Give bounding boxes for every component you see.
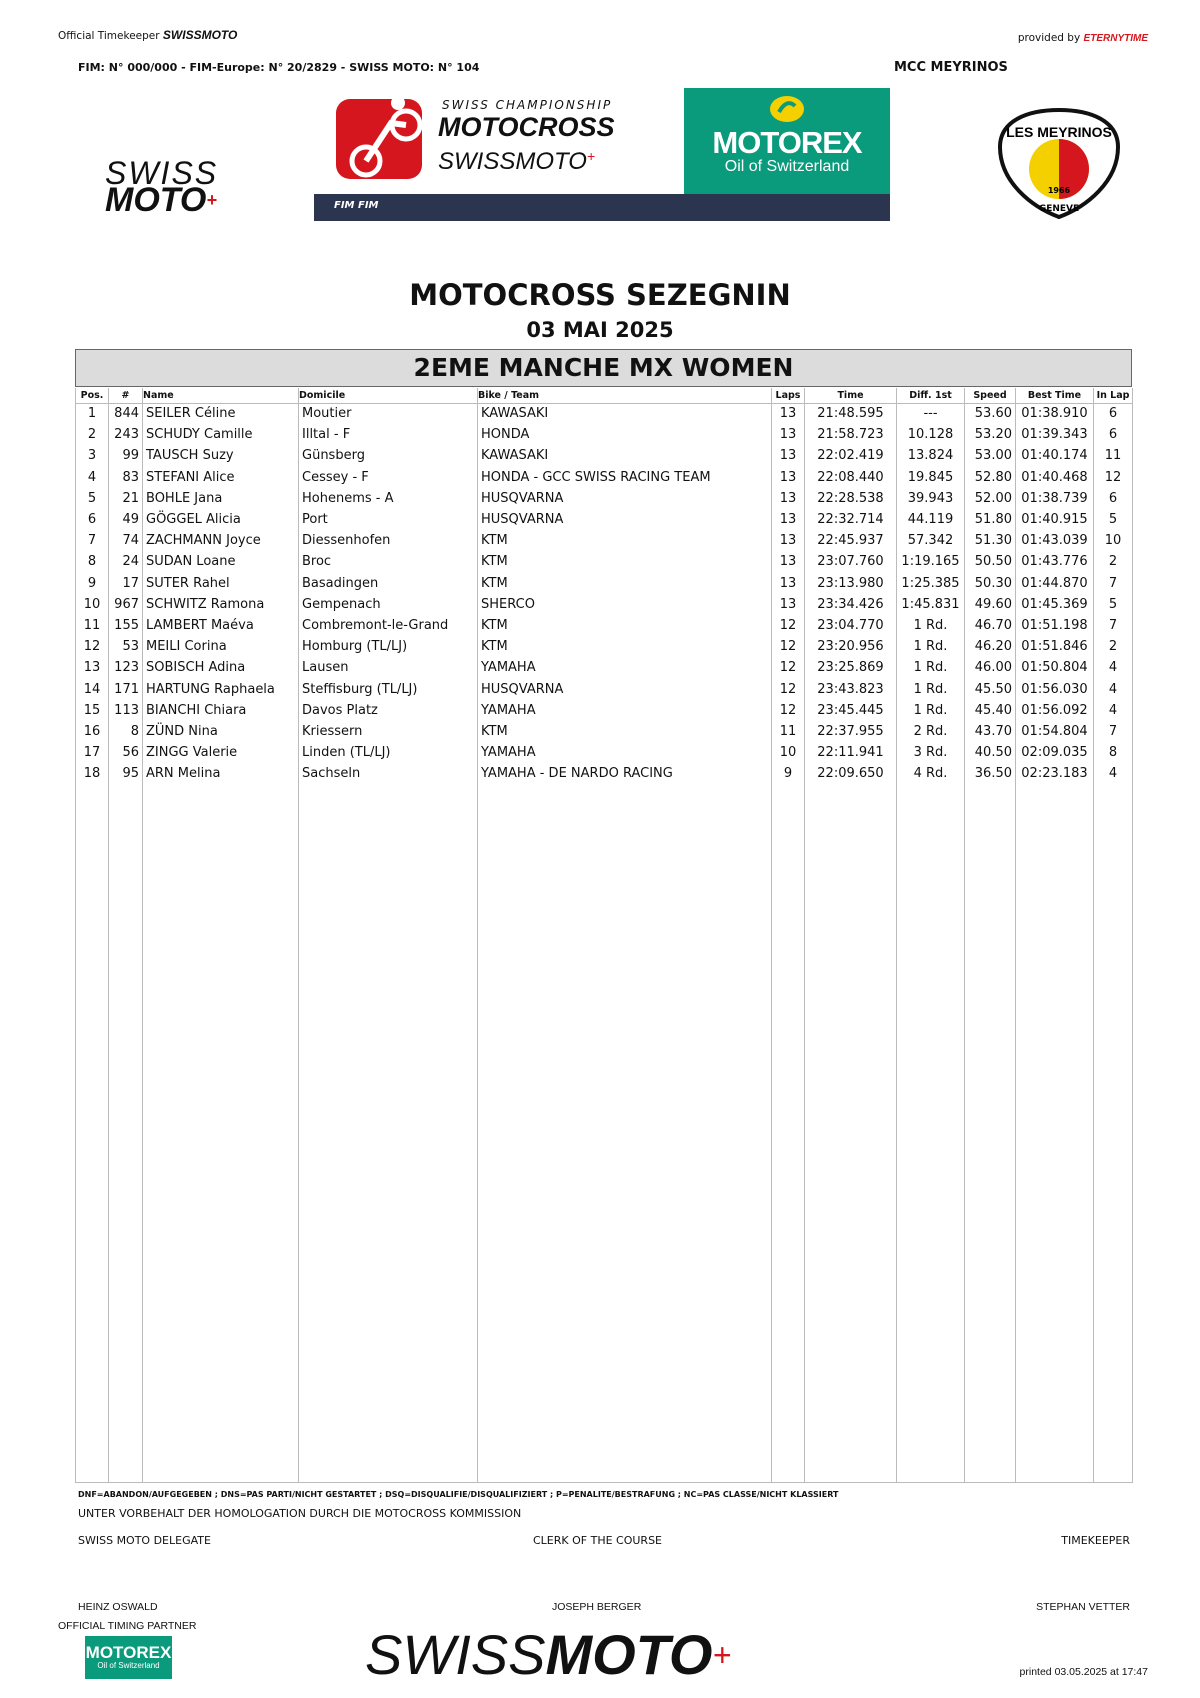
championship-banner <box>314 88 890 221</box>
cell-laps: 13 <box>772 551 805 572</box>
cell-diff-1st: 1:45.831 <box>897 594 965 615</box>
cell-diff-1st: 19.845 <box>897 467 965 488</box>
cell-bike-team: KTM <box>478 551 772 572</box>
cell-domicile: Illtal - F <box>299 424 478 445</box>
cell-name: SCHUDY Camille <box>143 424 299 445</box>
sponsor-strip: FIM FIM <box>314 194 890 221</box>
cell-pos: 16 <box>76 721 109 742</box>
cell-laps: 12 <box>772 657 805 678</box>
cell-speed: 50.30 <box>965 573 1016 594</box>
table-row <box>76 636 1133 657</box>
cell-diff-1st: 39.943 <box>897 488 965 509</box>
provided-by <box>1018 32 1148 44</box>
cell-bike-team: KTM <box>478 721 772 742</box>
cell-in-lap: 4 <box>1094 700 1133 721</box>
column-header: Domicile <box>299 388 478 403</box>
column-header: Diff. 1st <box>897 388 965 403</box>
cell-in-lap: 2 <box>1094 551 1133 572</box>
cell-: 967 <box>109 594 143 615</box>
cell-name: TAUSCH Suzy <box>143 445 299 466</box>
cell-time: 22:11.941 <box>805 742 897 763</box>
motorex-drop-icon <box>767 94 807 124</box>
table-row <box>76 573 1133 594</box>
cell-in-lap: 6 <box>1094 424 1133 445</box>
banner-line3: SWISSMOTO+ <box>438 148 596 175</box>
cell-name: BIANCHI Chiara <box>143 700 299 721</box>
table-row <box>76 445 1133 466</box>
cell-bike-team: KTM <box>478 530 772 551</box>
role-delegate: SWISS MOTO DELEGATE <box>78 1534 211 1547</box>
cell-in-lap: 5 <box>1094 594 1133 615</box>
svg-text:GENEVE: GENEVE <box>1038 204 1080 214</box>
cell-in-lap: 11 <box>1094 445 1133 466</box>
table-row <box>76 657 1133 678</box>
motorex-block <box>684 88 890 194</box>
cell-name: GÖGGEL Alicia <box>143 509 299 530</box>
cell-time: 22:37.955 <box>805 721 897 742</box>
cell-domicile: Diessenhofen <box>299 530 478 551</box>
cell-pos: 17 <box>76 742 109 763</box>
cell-in-lap: 6 <box>1094 488 1133 509</box>
class-title: 2EME MANCHE MX WOMEN <box>75 349 1132 387</box>
cell-: 21 <box>109 488 143 509</box>
cell-pos: 6 <box>76 509 109 530</box>
cell-best-time: 01:38.739 <box>1016 488 1094 509</box>
cell-domicile: Steffisburg (TL/LJ) <box>299 678 478 699</box>
swiss-moto-logo <box>105 155 255 219</box>
cell-in-lap: 7 <box>1094 721 1133 742</box>
cell-domicile: Combremont-le-Grand <box>299 615 478 636</box>
empty-cell <box>143 784 299 1482</box>
cell-pos: 1 <box>76 403 109 424</box>
cell-best-time: 01:39.343 <box>1016 424 1094 445</box>
cell-domicile: Günsberg <box>299 445 478 466</box>
cell-speed: 50.50 <box>965 551 1016 572</box>
column-header: # <box>109 388 143 403</box>
cell-laps: 12 <box>772 636 805 657</box>
cell-diff-1st: 1 Rd. <box>897 615 965 636</box>
cell-best-time: 01:38.910 <box>1016 403 1094 424</box>
column-header: Time <box>805 388 897 403</box>
cell-laps: 10 <box>772 742 805 763</box>
cell-diff-1st: 1 Rd. <box>897 636 965 657</box>
cell-time: 21:58.723 <box>805 424 897 445</box>
cell-bike-team: YAMAHA - DE NARDO RACING <box>478 763 772 784</box>
table-row <box>76 488 1133 509</box>
cell-diff-1st: 3 Rd. <box>897 742 965 763</box>
cell-best-time: 01:40.468 <box>1016 467 1094 488</box>
cell-diff-1st: 1 Rd. <box>897 700 965 721</box>
cell-speed: 53.00 <box>965 445 1016 466</box>
cell-diff-1st: 1:25.385 <box>897 573 965 594</box>
cell-name: ZÜND Nina <box>143 721 299 742</box>
swissmoto-small-logo: SWISSMOTO <box>162 28 238 42</box>
cell-best-time: 01:56.092 <box>1016 700 1094 721</box>
table-row <box>76 721 1133 742</box>
swissmoto-footer-logo: SWISSMOTO+ <box>365 1623 732 1686</box>
cell-diff-1st: 2 Rd. <box>897 721 965 742</box>
cell-domicile: Lausen <box>299 657 478 678</box>
cell-in-lap: 7 <box>1094 615 1133 636</box>
cell-name: SOBISCH Adina <box>143 657 299 678</box>
empty-cell <box>1094 784 1133 1482</box>
provided-by-label: provided by <box>1017 32 1081 44</box>
cell-time: 22:45.937 <box>805 530 897 551</box>
role-timekeeper: TIMEKEEPER <box>1061 1534 1130 1547</box>
timing-partner-label: OFFICIAL TIMING PARTNER <box>58 1620 197 1632</box>
cell-speed: 40.50 <box>965 742 1016 763</box>
cell-speed: 45.50 <box>965 678 1016 699</box>
logo-text: SWISS <box>105 155 219 191</box>
homologation-note: UNTER VORBEHALT DER HOMOLOGATION DURCH DIE MOTOCROSS KOMMISSION <box>78 1507 522 1520</box>
svg-text:1966: 1966 <box>1047 186 1071 195</box>
event-date: 03 MAI 2025 <box>526 318 674 342</box>
cell-time: 23:04.770 <box>805 615 897 636</box>
cell-best-time: 01:40.915 <box>1016 509 1094 530</box>
banner-line1: SWISS CHAMPIONSHIP <box>442 98 613 112</box>
partner-tagline: Oil of Switzerland <box>97 1661 160 1670</box>
cell-laps: 13 <box>772 594 805 615</box>
svg-text:LES MEYRINOS: LES MEYRINOS <box>1006 124 1112 140</box>
empty-cell <box>109 784 143 1482</box>
cell-laps: 13 <box>772 509 805 530</box>
cell-time: 22:09.650 <box>805 763 897 784</box>
cell-bike-team: YAMAHA <box>478 742 772 763</box>
cell-pos: 2 <box>76 424 109 445</box>
column-header: Laps <box>772 388 805 403</box>
column-header: Best Time <box>1016 388 1094 403</box>
cell-name: SCHWITZ Ramona <box>143 594 299 615</box>
cell-best-time: 02:09.035 <box>1016 742 1094 763</box>
cell-name: STEFANI Alice <box>143 467 299 488</box>
cell-domicile: Cessey - F <box>299 467 478 488</box>
timekeeper-label: Official Timekeeper <box>58 30 160 42</box>
table-row <box>76 530 1133 551</box>
cell-in-lap: 6 <box>1094 403 1133 424</box>
cell-diff-1st: 57.342 <box>897 530 965 551</box>
logo-text-2: MOTO+ <box>105 181 217 219</box>
club-crest-logo <box>996 107 1122 219</box>
cell-name: SEILER Céline <box>143 403 299 424</box>
cell-diff-1st: 4 Rd. <box>897 763 965 784</box>
legend: DNF=ABANDON/AUFGEGEBEN ; DNS=PAS PARTI/NICHT GESTARTET ; DSQ=DISQUALIFIE/DISQUALIFIZIERT ; P=PENALITE/BESTRAFUNG ; NC=PAS CLASSE/NICHT KLASSIERT <box>78 1490 839 1499</box>
cell-bike-team: KAWASAKI <box>478 403 772 424</box>
cell-name: MEILI Corina <box>143 636 299 657</box>
table-row <box>76 594 1133 615</box>
cell-domicile: Davos Platz <box>299 700 478 721</box>
cell-pos: 13 <box>76 657 109 678</box>
cell-in-lap: 7 <box>1094 573 1133 594</box>
table-row <box>76 742 1133 763</box>
cell-bike-team: HUSQVARNA <box>478 509 772 530</box>
cell-pos: 14 <box>76 678 109 699</box>
cell-speed: 51.80 <box>965 509 1016 530</box>
cell-domicile: Hohenems - A <box>299 488 478 509</box>
motocross-rider-icon <box>336 93 428 181</box>
motorex-partner-logo <box>85 1636 172 1679</box>
motorex-text: MOTOREX <box>712 125 862 160</box>
cell-best-time: 01:51.846 <box>1016 636 1094 657</box>
table-row <box>76 763 1133 784</box>
cell-bike-team: KTM <box>478 636 772 657</box>
cell-time: 23:07.760 <box>805 551 897 572</box>
cell-in-lap: 12 <box>1094 467 1133 488</box>
cell-bike-team: HONDA <box>478 424 772 445</box>
cell-: 844 <box>109 403 143 424</box>
cell-: 83 <box>109 467 143 488</box>
cell-: 171 <box>109 678 143 699</box>
cell-speed: 46.20 <box>965 636 1016 657</box>
cell-: 8 <box>109 721 143 742</box>
cell-domicile: Kriessern <box>299 721 478 742</box>
table-header <box>76 388 1133 403</box>
cell-best-time: 01:45.369 <box>1016 594 1094 615</box>
cell-laps: 13 <box>772 403 805 424</box>
cell-pos: 9 <box>76 573 109 594</box>
empty-cell <box>299 784 478 1482</box>
cell-pos: 8 <box>76 551 109 572</box>
cell-best-time: 01:44.870 <box>1016 573 1094 594</box>
table-row <box>76 424 1133 445</box>
cell-laps: 12 <box>772 678 805 699</box>
cell-laps: 9 <box>772 763 805 784</box>
cell-pos: 7 <box>76 530 109 551</box>
cell-domicile: Sachseln <box>299 763 478 784</box>
cell-: 49 <box>109 509 143 530</box>
motorex-tagline: Oil of Switzerland <box>724 158 850 175</box>
cell-domicile: Homburg (TL/LJ) <box>299 636 478 657</box>
role-clerk: CLERK OF THE COURSE <box>533 1534 662 1547</box>
cell-speed: 46.70 <box>965 615 1016 636</box>
cell-time: 21:48.595 <box>805 403 897 424</box>
cell-: 99 <box>109 445 143 466</box>
cell-: 56 <box>109 742 143 763</box>
printed-timestamp: printed 03.05.2025 at 17:47 <box>1019 1666 1148 1678</box>
cell-: 113 <box>109 700 143 721</box>
cell-time: 22:08.440 <box>805 467 897 488</box>
cell-time: 23:34.426 <box>805 594 897 615</box>
cell-bike-team: SHERCO <box>478 594 772 615</box>
cell-time: 22:02.419 <box>805 445 897 466</box>
table-row <box>76 700 1133 721</box>
table-row <box>76 551 1133 572</box>
cell-time: 23:13.980 <box>805 573 897 594</box>
empty-cell <box>772 784 805 1482</box>
cell-laps: 13 <box>772 488 805 509</box>
cell-speed: 45.40 <box>965 700 1016 721</box>
cell-diff-1st: 13.824 <box>897 445 965 466</box>
cell-: 95 <box>109 763 143 784</box>
cell-speed: 43.70 <box>965 721 1016 742</box>
cell-best-time: 01:43.776 <box>1016 551 1094 572</box>
cell-laps: 13 <box>772 424 805 445</box>
fim-registration: FIM: N° 000/000 - FIM-Europe: N° 20/2829 - SWISS MOTO: N° 104 <box>78 61 480 74</box>
cell-speed: 53.60 <box>965 403 1016 424</box>
cell-speed: 36.50 <box>965 763 1016 784</box>
empty-cell <box>965 784 1016 1482</box>
banner-line2: MOTOCROSS <box>438 112 615 142</box>
cell-in-lap: 2 <box>1094 636 1133 657</box>
cell-pos: 3 <box>76 445 109 466</box>
cell-speed: 53.20 <box>965 424 1016 445</box>
table-row <box>76 509 1133 530</box>
cell-laps: 13 <box>772 530 805 551</box>
cell-time: 23:45.445 <box>805 700 897 721</box>
cell-: 155 <box>109 615 143 636</box>
cell-bike-team: KTM <box>478 573 772 594</box>
cell-domicile: Moutier <box>299 403 478 424</box>
cell-best-time: 01:50.804 <box>1016 657 1094 678</box>
cell-name: BOHLE Jana <box>143 488 299 509</box>
official-timekeeper <box>58 28 237 42</box>
column-header: Name <box>143 388 299 403</box>
cell-bike-team: HONDA - GCC SWISS RACING TEAM <box>478 467 772 488</box>
cell-name: SUDAN Loane <box>143 551 299 572</box>
cell-speed: 49.60 <box>965 594 1016 615</box>
event-title: MOTOCROSS SEZEGNIN <box>409 278 791 312</box>
cell-: 24 <box>109 551 143 572</box>
cell-best-time: 01:40.174 <box>1016 445 1094 466</box>
empty-cell <box>1016 784 1094 1482</box>
cell-diff-1st: 1:19.165 <box>897 551 965 572</box>
cell-pos: 5 <box>76 488 109 509</box>
empty-cell <box>805 784 897 1482</box>
cell-diff-1st: 1 Rd. <box>897 678 965 699</box>
table-row <box>76 403 1133 424</box>
empty-cell <box>76 784 109 1482</box>
cell-pos: 12 <box>76 636 109 657</box>
cell-in-lap: 4 <box>1094 678 1133 699</box>
club-name: MCC MEYRINOS <box>894 60 1008 75</box>
empty-cell <box>478 784 772 1482</box>
cell-in-lap: 10 <box>1094 530 1133 551</box>
cell-laps: 12 <box>772 615 805 636</box>
cell-speed: 52.80 <box>965 467 1016 488</box>
eternytime-logo: ETERNYTIME <box>1083 33 1148 44</box>
cell-best-time: 01:54.804 <box>1016 721 1094 742</box>
cell-pos: 15 <box>76 700 109 721</box>
cell-pos: 4 <box>76 467 109 488</box>
cell-: 17 <box>109 573 143 594</box>
cell-diff-1st: --- <box>897 403 965 424</box>
cell-laps: 13 <box>772 445 805 466</box>
cell-name: HARTUNG Raphaela <box>143 678 299 699</box>
results-table <box>75 388 1133 1483</box>
cell-bike-team: KTM <box>478 615 772 636</box>
cell-: 243 <box>109 424 143 445</box>
cell-diff-1st: 44.119 <box>897 509 965 530</box>
table-row <box>76 678 1133 699</box>
column-header: In Lap <box>1094 388 1133 403</box>
cell-pos: 18 <box>76 763 109 784</box>
cell-best-time: 02:23.183 <box>1016 763 1094 784</box>
cell-time: 23:20.956 <box>805 636 897 657</box>
cell-best-time: 01:43.039 <box>1016 530 1094 551</box>
cell-bike-team: HUSQVARNA <box>478 678 772 699</box>
cell-laps: 13 <box>772 467 805 488</box>
cell-diff-1st: 1 Rd. <box>897 657 965 678</box>
column-header: Speed <box>965 388 1016 403</box>
cell-time: 22:28.538 <box>805 488 897 509</box>
cell-speed: 51.30 <box>965 530 1016 551</box>
cell-: 123 <box>109 657 143 678</box>
cell-speed: 52.00 <box>965 488 1016 509</box>
cell-in-lap: 4 <box>1094 763 1133 784</box>
cell-laps: 13 <box>772 573 805 594</box>
cell-name: LAMBERT Maéva <box>143 615 299 636</box>
cell-name: ARN Melina <box>143 763 299 784</box>
cell-bike-team: YAMAHA <box>478 657 772 678</box>
cell-diff-1st: 10.128 <box>897 424 965 445</box>
cell-: 74 <box>109 530 143 551</box>
cell-best-time: 01:51.198 <box>1016 615 1094 636</box>
cell-time: 23:43.823 <box>805 678 897 699</box>
table-row <box>76 615 1133 636</box>
cell-bike-team: HUSQVARNA <box>478 488 772 509</box>
cell-name: ZACHMANN Joyce <box>143 530 299 551</box>
cell-in-lap: 4 <box>1094 657 1133 678</box>
cell-domicile: Broc <box>299 551 478 572</box>
cell-time: 22:32.714 <box>805 509 897 530</box>
cell-domicile: Linden (TL/LJ) <box>299 742 478 763</box>
cell-best-time: 01:56.030 <box>1016 678 1094 699</box>
column-header: Pos. <box>76 388 109 403</box>
name-clerk: JOSEPH BERGER <box>552 1601 642 1613</box>
cell-name: SUTER Rahel <box>143 573 299 594</box>
cell-pos: 11 <box>76 615 109 636</box>
name-delegate: HEINZ OSWALD <box>78 1601 158 1613</box>
cell-pos: 10 <box>76 594 109 615</box>
partner-logo-text: MOTOREX <box>85 1643 172 1662</box>
cell-laps: 11 <box>772 721 805 742</box>
cell-in-lap: 5 <box>1094 509 1133 530</box>
name-timekeeper: STEPHAN VETTER <box>1036 1601 1130 1613</box>
cell-domicile: Basadingen <box>299 573 478 594</box>
cell-: 53 <box>109 636 143 657</box>
column-header: Bike / Team <box>478 388 772 403</box>
empty-cell <box>897 784 965 1482</box>
cell-bike-team: KAWASAKI <box>478 445 772 466</box>
cell-domicile: Port <box>299 509 478 530</box>
table-row <box>76 467 1133 488</box>
cell-laps: 12 <box>772 700 805 721</box>
cell-name: ZINGG Valerie <box>143 742 299 763</box>
cell-in-lap: 8 <box>1094 742 1133 763</box>
cell-speed: 46.00 <box>965 657 1016 678</box>
cell-bike-team: YAMAHA <box>478 700 772 721</box>
cell-time: 23:25.869 <box>805 657 897 678</box>
cell-domicile: Gempenach <box>299 594 478 615</box>
table-filler <box>76 784 1133 1482</box>
